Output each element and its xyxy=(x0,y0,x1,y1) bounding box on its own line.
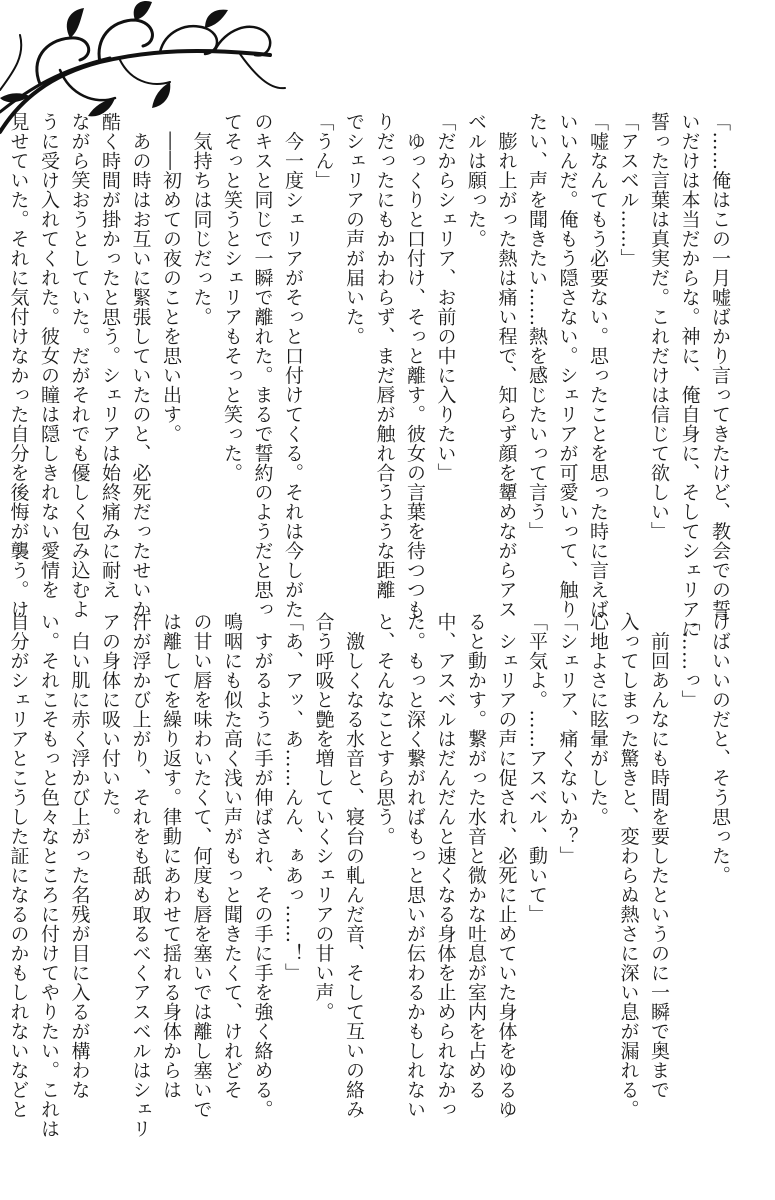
text-line: 前回あんなにも時間を要したというのに一瞬で奥まで xyxy=(648,612,670,1100)
text-line: 白い肌に赤く浮かび上がった名残が目に入るが構わな xyxy=(68,612,91,1100)
text-line: いいんだ。俺もう隠さない。シェリアが可愛いって、触り xyxy=(556,112,579,619)
text-line: いだけは本当だからな。神に、俺自身に、そしてシェリアに xyxy=(678,112,701,639)
text-line: 「だからシェリア、お前の中に入りたい」 xyxy=(434,112,457,483)
text-line: すがるように手が伸ばされ、その手に手を強く絡める。 xyxy=(251,612,274,1119)
text-line: てそっと笑うとシェリアもそっと笑った。 xyxy=(221,112,243,483)
text-line: ながら笑おうとしていた。だがそれでも優しく包み込むよ xyxy=(68,112,91,619)
text-line: 膨れ上がった熱は痛い程で、知らず顔を顰めながらアス xyxy=(495,112,518,619)
text-line xyxy=(0,112,3,602)
text-line: 「アスベル……」 xyxy=(617,112,640,268)
text-line: アの身体に吸い付いた。 xyxy=(99,612,121,827)
text-line: の甘い唇を味わいたくて、何度も唇を塞いでは離し塞いで xyxy=(190,612,213,1119)
text-line: 入ってしまった驚きと、変わらぬ熱さに深い息が漏れる。 xyxy=(617,612,640,1119)
text-line: 酷く時間が掛かったと思う。シェリアは始終痛みに耐え xyxy=(99,112,121,600)
text-line: ――初めての夜のことを思い出す。 xyxy=(160,112,182,444)
text-line: 汗が浮かび上がり、それをも舐め取るべくアスベルはシェリ xyxy=(129,612,152,1139)
text-line: 中、アスベルはだんだんと速くなる身体を止められなかっ xyxy=(434,612,457,1119)
text-line: 心地よさに眩暈がした。 xyxy=(587,612,609,827)
text-line: 「嘘なんてもう必要ない。思ったことを思った時に言えば xyxy=(587,112,609,619)
text-line: ると動かす。繋がった水音と微かな吐息が室内を占める xyxy=(465,612,487,1100)
text-line: 誓った言葉は真実だ。これだけは信じて欲しい」 xyxy=(648,112,670,541)
text-line: 「うん」 xyxy=(312,112,335,190)
text-line: 「……っ」 xyxy=(678,612,701,710)
text-line: 「あ、アッ、あ……んん、ぁあっ……！」 xyxy=(282,612,304,983)
text-line: でシェリアの声が届いた。 xyxy=(343,112,365,346)
text-line: い。それこそもっと色々なところに付けてやりたい。これは xyxy=(38,612,60,1139)
text-line: シェリアの声に促され、必死に止めていた身体をゆるゆ xyxy=(495,612,518,1119)
text-line: 「平気よ。……アスベル、動いて」 xyxy=(526,612,548,924)
text-line: 気持ちは同じだった。 xyxy=(190,112,213,327)
text-line: 鳴咽にも似た高く浅い声がもっと聞きたくて、けれどそ xyxy=(221,612,243,1100)
text-line: あの時はお互いに緊張していたのと、必死だったせいか xyxy=(129,112,152,619)
text-line: 「……俺はこの一月嘘ばかり言ってきたけど、教会での誓 xyxy=(709,112,731,619)
text-line: た。もっと深く繋がればもっと思いが伝わるかもしれない xyxy=(404,612,426,1119)
text-line: 見せていた。それに気付けなかった自分を後悔が襲う。け xyxy=(7,112,30,619)
text-line: ベルは願った。 xyxy=(465,112,487,249)
text-line: のキスと同じで一瞬で離れた。まるで誓約のようだと思っ xyxy=(251,112,274,619)
text-line: ゆっくりと口付け、そっと離す。彼女の言葉を待つつも xyxy=(404,112,426,619)
text-line: 激しくなる水音と、寝台の軋んだ音、そして互いの絡み xyxy=(343,612,365,1119)
text-line: 合う呼吸と艶を増していくシェリアの甘い声。 xyxy=(312,612,335,1022)
text-line: と、そんなことすら思う。 xyxy=(373,612,396,846)
text-line: 自分がシェリアとこうした証になるのかもしれないなどと xyxy=(7,612,30,1119)
text-line: たい、声を聞きたい……熱を感じたいって言う」 xyxy=(526,112,548,541)
text-line: は離してを繰り返す。律動にあわせて揺れる身体からは xyxy=(160,612,182,1100)
text-line: けばいいのだと、そう思った。 xyxy=(709,612,731,885)
text-line: 今一度シェリアがそっと口付けてくる。それは今しがた xyxy=(282,112,304,619)
text-column-lower xyxy=(0,612,735,1139)
text-column-upper xyxy=(0,112,735,639)
text-line: 「シェリア、痛くないか？」 xyxy=(556,612,579,866)
text-line: りだったにもかかわらず、まだ唇が触れ合うような距離 xyxy=(373,112,396,600)
text-line: うに受け入れてくれた。彼女の瞳は隠しきれない愛情を xyxy=(38,112,60,600)
